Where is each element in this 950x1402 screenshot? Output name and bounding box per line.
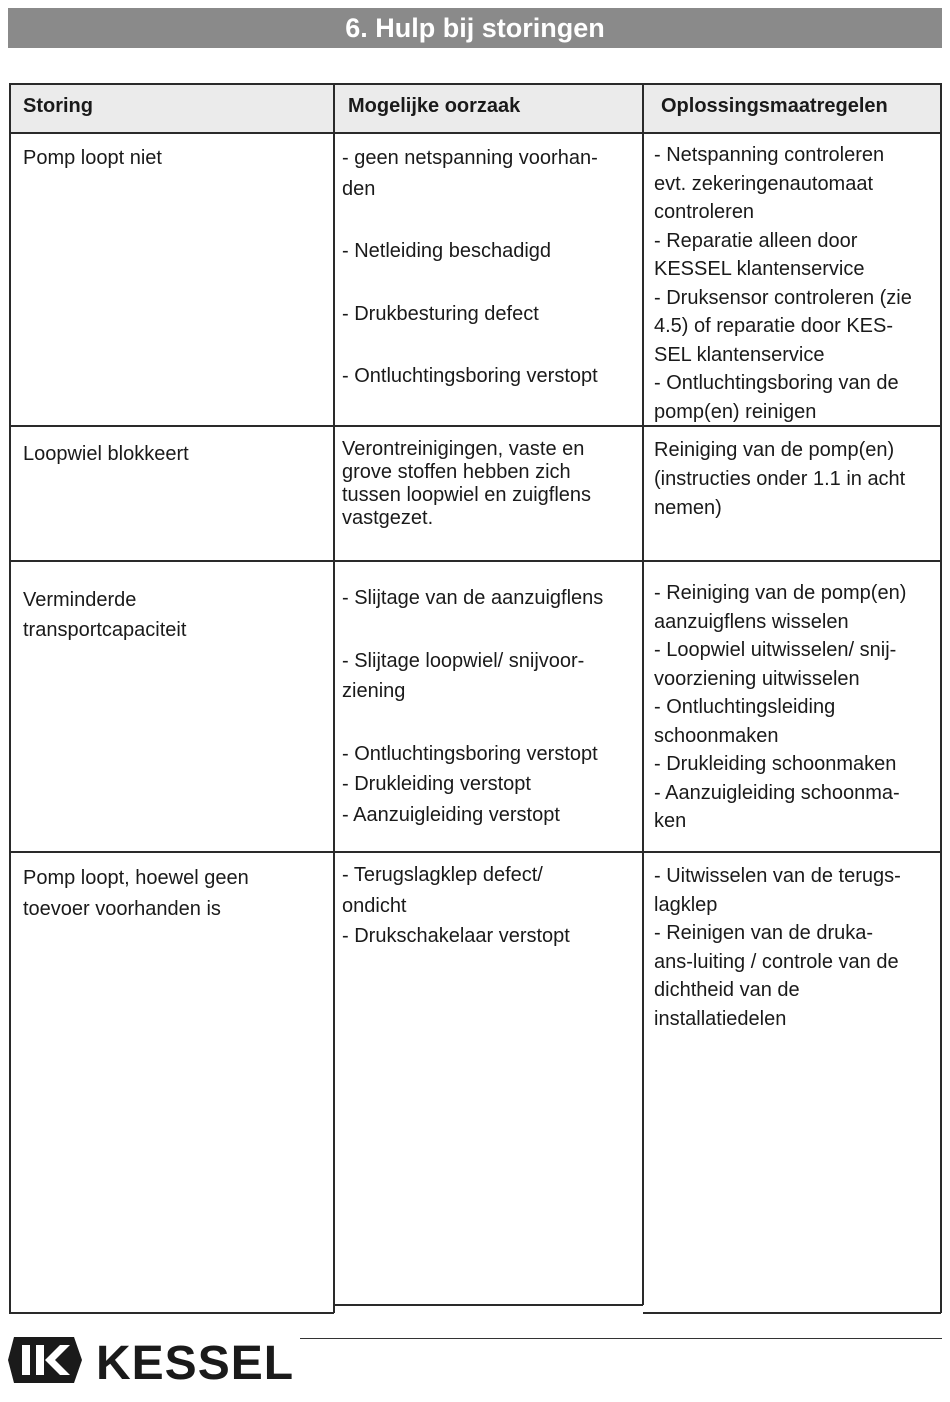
header-storing: Storing [9, 84, 334, 132]
header-oorzaak: Mogelijke oorzaak [334, 84, 643, 132]
list-item: - Loopwiel uitwisselen/ snij- voorziening uitwisselen [654, 639, 897, 690]
header-oplossing: Oplossingsmaatregelen [643, 84, 941, 132]
logo-text: KESSEL [96, 1337, 295, 1385]
row3-storing: Verminderde transportcapaciteit [23, 589, 187, 641]
list-item: - Terugslagklep defect/ ondicht [342, 864, 543, 917]
list-item: - Druksensor controleren (zie 4.5) of reparatie door KES- SEL klantenservice [654, 286, 912, 366]
row1-storing: Pomp loopt niet [23, 147, 162, 169]
list-item: - Netspanning controleren evt. zekeringenautomaat controleren [654, 144, 885, 223]
list-item: - Drukschakelaar verstopt [342, 925, 570, 947]
list-item: - Ontluchtingsleiding schoonmaken [654, 696, 836, 747]
row3-oplossing [654, 579, 939, 836]
list-item: - Reiniging van de pomp(en) aanzuigflens wisselen [654, 582, 907, 633]
list-item: - geen netspanning voorhan- den [342, 147, 598, 200]
list-item: - Ontluchtingsboring van de pomp(en) reinigen [654, 372, 899, 423]
list-item: - Netleiding beschadigd [342, 240, 552, 262]
list-item: - Slijtage van de aanzuigflens [342, 587, 604, 609]
list-item: - Drukbesturing defect [342, 302, 539, 325]
row3-oorzaak [342, 583, 640, 830]
row4-oorzaak [342, 860, 640, 952]
list-item: - Uitwisselen van de terugs- lagklep [654, 865, 901, 916]
list-item: - Ontluchtingsboring verstopt [342, 365, 598, 387]
row4-storing: Pomp loopt, hoewel geen toevoer voorhanden is [23, 867, 249, 920]
list-item: - Aanzuigleiding schoonma- ken [654, 781, 900, 832]
row2-storing: Loopwiel blokkeert [23, 443, 189, 465]
footer-divider [300, 1338, 942, 1339]
kessel-logo-icon [8, 1335, 308, 1385]
list-item: - Slijtage loopwiel/ snijvoor- ziening [342, 649, 585, 702]
list-item: - Ontluchtingsboring verstopt [342, 742, 598, 765]
row1-oorzaak [342, 143, 640, 392]
page-title: 6. Hulp bij storingen [8, 8, 942, 48]
row2-oplossing: Reiniging van de pomp(en) (instructies onder 1.1 in acht nemen) [654, 439, 906, 519]
list-item: - Reinigen van de druka- ans-luiting / controle van de dichtheid van de installatiedelen [654, 922, 899, 1030]
list-item: - Drukleiding schoonmaken [654, 753, 897, 775]
list-item: - Aanzuigleiding verstopt [342, 803, 560, 826]
list-item: - Reparatie alleen door KESSEL klantenservice [654, 229, 865, 280]
row1-oplossing [654, 141, 939, 426]
row2-oorzaak: Verontreinigingen, vaste en grove stoffen hebben zich tussen loopwiel en zuigflens vastgezet. [342, 438, 592, 529]
list-item: - Drukleiding verstopt [342, 773, 531, 795]
kessel-logo [8, 1335, 308, 1385]
row4-oplossing [654, 862, 939, 1033]
